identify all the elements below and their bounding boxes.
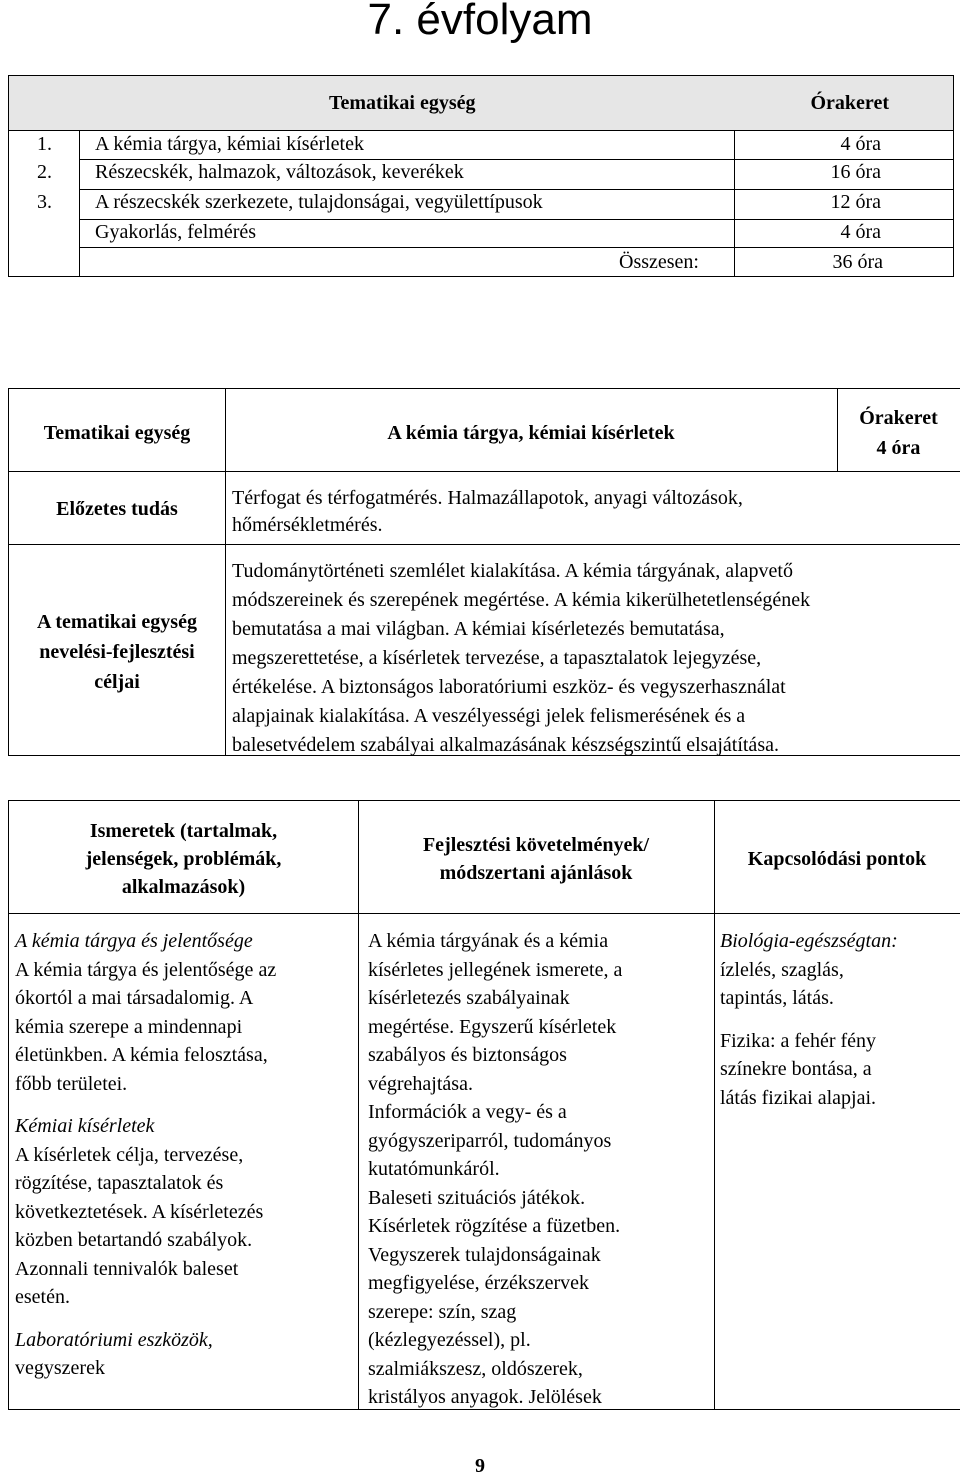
divider: [79, 159, 953, 160]
header-requirements: Fejlesztési követelmények/ módszertani ajánlások: [422, 834, 650, 884]
content-table: [8, 800, 960, 1410]
divider: [9, 471, 960, 472]
divider: [714, 801, 715, 1409]
page-heading: 7. évfolyam: [367, 0, 593, 44]
section-title: Kémiai kísérletek: [15, 1115, 155, 1137]
connections-column: Biológia-egészségtan: ízlelés, szaglás, tapintás, látás. Fizika: a fehér fény színekre bontása, a látás fizikai alapjai.: [720, 927, 956, 1112]
requirements-column: A kémia tárgyának és a kémia kísérletes jellegének ismerete, a kísérletezés szabályainak megértése. Egyszerű kísérletek szabályos és biztonságos végrehajtása. Információk a vegy- és a gyógyszeriparról, tudományos kutatómunkáról. Baleseti szituációs játékok. Kísérletek rögzítése a füzetben. Vegyszerek tulajdonságainak megfigyelése, érzékszervek szerepe: szín, szag (kézlegyezéssel), pl. szalmiákszesz, oldószerek, kristályos anyagok. Jelölések: [368, 930, 623, 1408]
section-title: Laboratóriumi eszközök,: [15, 1328, 213, 1351]
overview-header-unit: Tematikai egység: [329, 92, 476, 114]
unit-hours: Órakeret 4 óra: [859, 407, 938, 459]
divider: [734, 130, 735, 276]
header-knowledge: Ismeretek (tartalmak, jelenségek, problémák, alkalmazások): [85, 820, 282, 898]
divider: [9, 913, 960, 914]
divider: [358, 801, 359, 1409]
prior-knowledge-label: Előzetes tudás: [56, 498, 178, 520]
unit-table: [8, 388, 960, 756]
divider: [9, 544, 960, 545]
header-connections: Kapcsolódási pontok: [747, 848, 927, 870]
divider: [79, 247, 953, 248]
unit-label: Tematikai egység: [43, 422, 191, 444]
divider: [79, 189, 953, 190]
overview-header-hours: Órakeret: [810, 92, 889, 114]
divider: [225, 389, 226, 755]
total-hours: 36 óra: [832, 251, 883, 273]
page-number: 9: [475, 1455, 485, 1477]
divider: [837, 389, 838, 471]
divider: [79, 130, 80, 276]
knowledge-column: A kémia tárgya és jelentősége A kémia tárgya és jelentősége az ókortól a mai társadalomig. A kémia szerepe a mindennapi életünkben. A kémia felosztása, főbb területei. Kémiai kísérletek A kísérletek célja, tervezése, rögzítése, tapasztalatok és következtetések. A kísérletezés közben betartandó szabályok. Azonnali tennivalók baleset esetén. Laboratóriumi eszközök, vegyszerek: [15, 927, 355, 1383]
divider: [79, 219, 953, 220]
goals-text: Tudománytörténeti szemlélet kialakítása. A kémia tárgyának, alapvető módszereinek és szerepének megértése. A kémia kikerülhetetlenségének bemutatása a mai világban. A kémiai kísérletezés bemutatása, megszerettetése, a kísérletek tervezése, a tapasztalatok lejegyzése, értékelése. A biztonságos laboratóriumi eszköz- és vegyszerhasználat alapjainak kialakítása. A veszélyességi jelek felismerésének és a balesetvédelem szabályai alkalmazásának készségszintű elsajátítása.: [232, 560, 811, 756]
total-label: Összesen:: [619, 251, 699, 273]
divider: [9, 130, 953, 131]
connection-title: Biológia-egészségtan:: [720, 930, 898, 952]
prior-knowledge-text: Térfogat és térfogatmérés. Halmazállapotok, anyagi változások, hőmérsékletmérés.: [232, 487, 743, 536]
overview-table: Tematikai egység Órakeret 1. A kémia tárgya, kémiai kísérletek 4 óra 2. Részecskék, halmazok, változások, keverékek 16 óra 3. A részecskék szerkezete, tulajdonságai, vegyülettípusok 12 óra Gyakorlás, felmérés 4 óra Összesen: 36 óra: [8, 75, 954, 277]
unit-title: A kémia tárgya, kémiai kísérletek: [387, 422, 675, 444]
goals-label: A tematikai egység nevelési-fejlesztési céljai: [37, 611, 197, 693]
section-title: A kémia tárgya és jelentősége: [15, 930, 253, 952]
